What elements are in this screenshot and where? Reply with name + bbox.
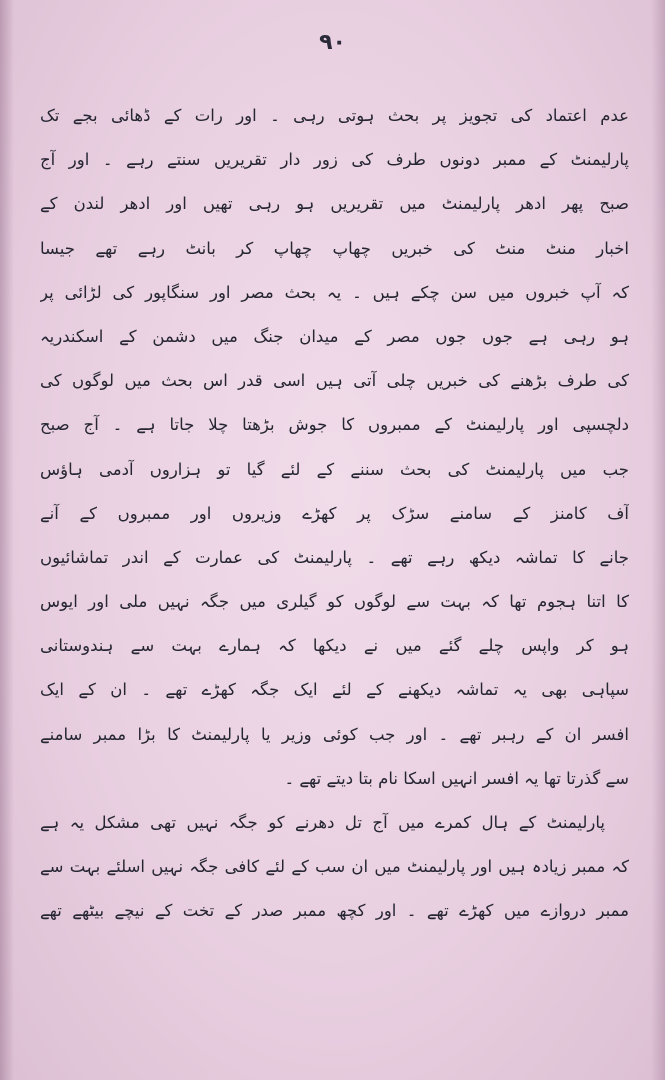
text-line: کہ ممبر زیادہ ہیں اور پارلیمنٹ میں ان سب کے لئے کافی جگہ نہیں اسلئے بہت سے [40,857,629,877]
text-line-paragraph-start: پارلیمنٹ کے ہال کمرے میں آج تل دھرنے کو جگہ نہیں تھی مشکل یہ ہے [40,813,605,832]
text-line: پارلیمنٹ کے ممبر دونوں طرف کی زور دار تقریریں سنتے رہے ۔ اور آج [40,150,629,170]
text-line: سپاہی بھی یہ تماشہ دیکھنے کے لئے ایک جگہ کھڑے تھے ۔ ان کے ایک [40,680,629,700]
page-number: ۹۰ [319,30,346,55]
text-line: عدم اعتماد کی تجویز پر بحث ہوتی رہی ۔ اور رات کے ڈھائی بجے تک [40,106,629,125]
text-line: جب میں پارلیمنٹ کی بحث سننے کے لئے گیا تو ہزاروں آدمی ہاؤس [40,459,629,479]
text-line-paragraph-end: سے گذرتا تھا یہ افسر انہیں اسکا نام بتا دیتے تھے ۔ [284,768,629,788]
text-line: جانے کا تماشہ دیکھ رہے تھے ۔ پارلیمنٹ کی عمارت کے اندر تماشائیوں [40,547,629,567]
text-line: دلچسپی اور پارلیمنٹ کے ممبروں کا جوش بڑھتا چلا جاتا ہے ۔ آج صبح [40,415,629,435]
urdu-text-block [40,94,629,934]
page-edge-shadow-left [0,0,14,1080]
text-line: ہو کر واپس چلے گئے میں نے دیکھا کہ ہمارے بہت سے ہندوستانی [40,636,629,656]
page-edge-shadow-right [651,0,665,1080]
text-line: ہو رہی ہے جوں جوں مصر کے میدان جنگ میں دشمن کے اسکندریہ [40,326,629,346]
text-line: اخبار منٹ منٹ کی خبریں چھاپ چھاپ کر بانٹ رہے تھے جیسا [40,238,629,258]
text-line: آف کامنز کے سامنے سڑک پر کھڑے وزیروں اور ممبروں کے آنے [40,503,629,523]
text-line: صبح پھر ادھر پارلیمنٹ میں تقریریں ہو رہی تھیں اور ادھر لندن کے [40,194,629,214]
text-line: کا اتنا ہجوم تھا کہ بہت سے لوگوں کو گیلری میں جگہ نہیں ملی اور ایوس [40,592,629,612]
text-line: ممبر دروازے میں کھڑے تھے ۔ اور کچھ ممبر صدر کے تخت کے نیچے بیٹھے تھے [40,901,629,921]
text-line: کہ آپ خبروں میں سن چکے ہیں ۔ یہ بحث مصر اور سنگاپور کی لڑائی پر [40,282,629,302]
text-line: کی طرف بڑھنے کی خبریں چلی آتی ہیں اسی قدر اس بحث میں لوگوں کی [40,371,629,391]
text-line: افسر ان کے رہبر تھے ۔ اور جب کوئی وزیر یا پارلیمنٹ کا بڑا ممبر سامنے [40,724,629,744]
